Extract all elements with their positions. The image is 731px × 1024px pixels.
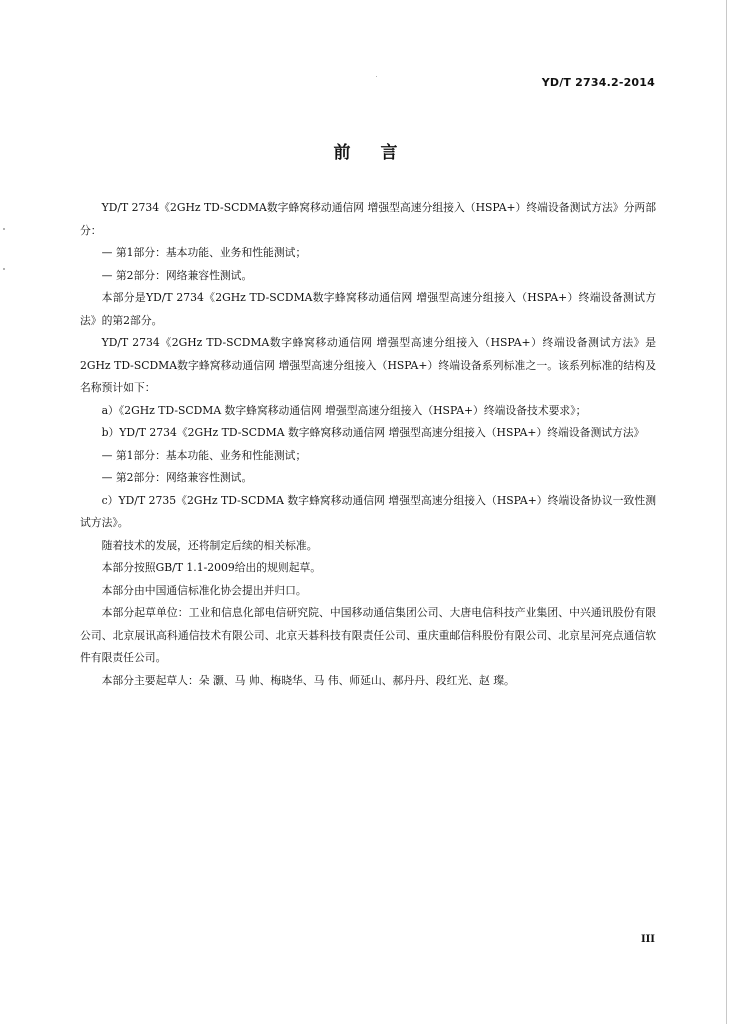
paragraph: 本部分按照GB/T 1.1-2009给出的规则起草。 <box>101 561 322 574</box>
paragraph: 本部分起草单位：工业和信息化部电信研究院、中国移动通信集团公司、大唐电信科技产业集团、中兴通讯股份有限公司、北京展讯高科通信技术有限公司、北京天碁科技有限责任公司、重庆重邮信科股份有限公司、北京星河亮点通信软件有限责任公司。 <box>80 606 656 664</box>
list-item: c）YD/T 2735《2GHz TD-SCDMA 数字蜂窝移动通信网 增强型高速分组接入（HSPA+）终端设备协议一致性测试方法》。 <box>80 493 656 529</box>
paragraph: 本部分是YD/T 2734《2GHz TD-SCDMA数字蜂窝移动通信网 增强型高速分组接入（HSPA+）终端设备测试方法》的第2部分。 <box>80 291 656 327</box>
paragraph: 本部分主要起草人：朵 灏、马 帅、梅晓华、马 伟、师延山、郝丹丹、段红光、赵 璨。 <box>101 673 515 687</box>
paragraph: YD/T 2734《2GHz TD-SCDMA数字蜂窝移动通信网 增强型高速分组接入（HSPA+）终端设备测试方法》分两部分： <box>80 201 656 237</box>
list-item: — 第2部分：网络兼容性测试。 <box>101 268 253 282</box>
list-item: b）YD/T 2734《2GHz TD-SCDMA 数字蜂窝移动通信网 增强型高速分组接入（HSPA+）终端设备测试方法》 <box>101 426 645 439</box>
scan-speck <box>3 268 5 270</box>
scan-speck <box>376 76 377 77</box>
page-title: 前言 <box>333 143 428 163</box>
list-item: — 第2部分：网络兼容性测试。 <box>101 471 253 484</box>
paragraph: YD/T 2734《2GHz TD-SCDMA数字蜂窝移动通信网 增强型高速分组接入（HSPA+）终端设备测试方法》是2GHz TD-SCDMA数字蜂窝移动通信网 增强型高速分组接入（HSPA+）终端设备系列标准之一。该系列标准的结构及名称预计如下： <box>80 336 656 394</box>
list-item: — 第1部分：基本功能、业务和性能测试； <box>101 448 307 462</box>
list-item: — 第1部分：基本功能、业务和性能测试； <box>101 246 307 259</box>
paragraph: 随着技术的发展，还将制定后续的相关标准。 <box>101 538 318 552</box>
paragraph: 本部分由中国通信标准化协会提出并归口。 <box>101 583 307 597</box>
document-body <box>80 197 656 692</box>
page-number: III <box>640 934 655 945</box>
document-code: YD/T 2734.2-2014 <box>541 76 655 89</box>
scan-speck <box>3 228 5 230</box>
list-item: a）《2GHz TD-SCDMA 数字蜂窝移动通信网 增强型高速分组接入（HSPA+）终端设备技术要求》； <box>101 403 587 417</box>
